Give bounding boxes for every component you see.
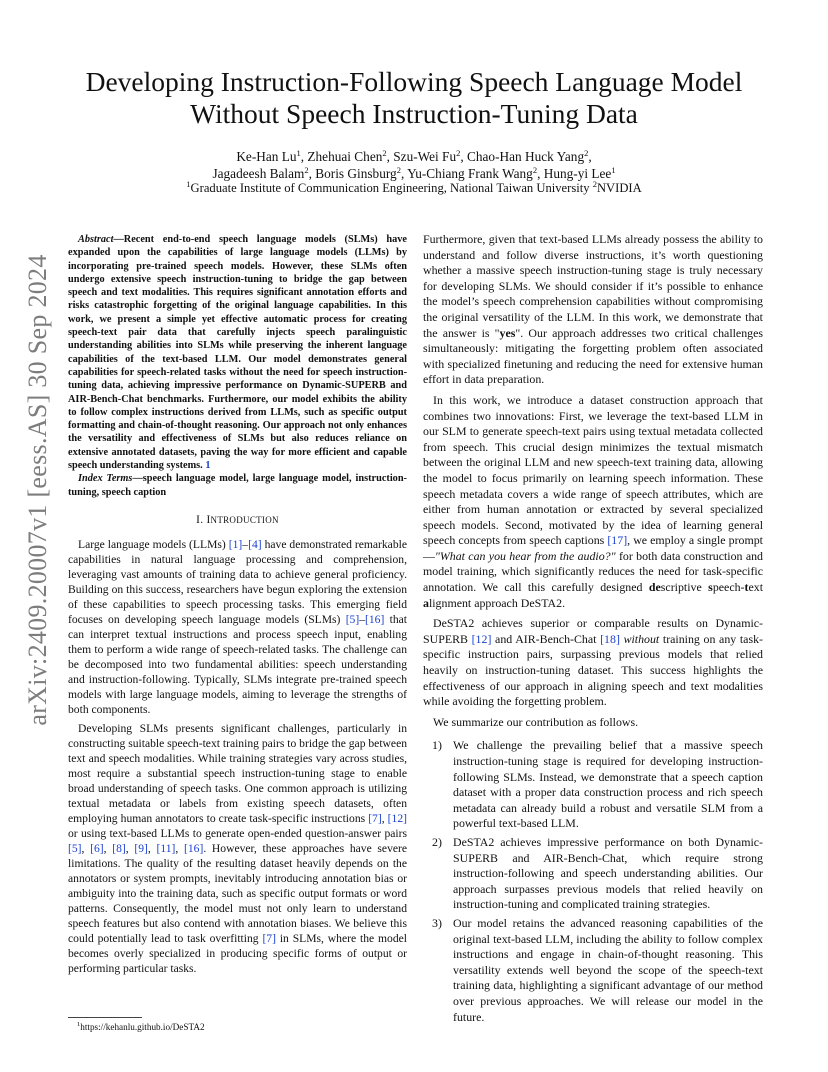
footnote [77, 1022, 205, 1032]
right-column [423, 232, 763, 1028]
affiliations: $^1$Graduate Institute of Communication Engineering, National Taiwan University $^2$NVIDIA [186, 179, 642, 195]
contribution-number: 2) [432, 834, 442, 849]
citation-link[interactable]: [5] [345, 612, 360, 626]
title-line-2: Without Speech Instruction-Tuning Data [190, 98, 638, 129]
index-terms-label: Index Terms [78, 473, 133, 485]
intro-paragraph-2: Developing SLMs presents significant challenges, particularly in constructing suitable speech-text training pairs to bridge the gap between text and speech modalities. While training strategies vary across studies, most require a substantial speech instruction-tuning stage to enable broad understanding of speech tasks. One common approach is utilizing textual metadata or labels from existing speech datasets, often employing human annotators to create task-specific instructions [7], [12] or using text-based LLMs to generate open-ended question-answer pairs [5], [6], [8], [9], [11], [16]. However, these approaches have severe limitations. The quality of the resulting dataset heavily depends on the annotators or system prompts, inevitably introducing annotation bias or ambiguity into the training data, such as specific output formats or word patterns. Consequently, the model must not only learn to understand speech features but also contend with annotation biases. We believe this could potentially lead to task overfitting [7] in SLMs, where the model becomes overly specialized in producing specific forms of output or performing particular tasks. [68, 721, 408, 975]
abstract-footnote-mark[interactable]: 1 [205, 460, 211, 472]
contribution-item [423, 835, 763, 913]
author-affiliation-mark: 2 [532, 165, 538, 175]
bold-text: s [708, 580, 713, 595]
citation-link[interactable]: [1] [228, 537, 243, 551]
footnote-url[interactable]: https://kehanlu.github.io/DeSTA2 [80, 1022, 205, 1032]
citation-link[interactable]: [6] [90, 841, 104, 855]
intro-paragraph-3: Furthermore, given that text-based LLMs already possess the ability to understand and follow diverse instructions, it’s worth questioning whether a massive speech instruction-tuning stage is truly necessary for developing SLMs. We should consider if it’s possible to enhance the model’s speech comprehension capabilities without compromising the original versatility of the LLM. In this work, we demonstrate that the answer is "yes". Our approach addresses two critical challenges simultaneously: mitigating the forgetting problem often associated with specialized finetuning and reducing the need for extensive human effort in data preparation. [423, 232, 763, 387]
author-line-2: Jagadeesh Balam$^2$, Boris Ginsburg$^2$, Yu-Chiang Frank Wang$^2$, Hung-yi Lee$^1$ [212, 165, 616, 181]
author-affiliation-mark: 2 [304, 165, 309, 175]
index-terms: Index Terms—speech language model, large language model, instruction-tuning, speech caption [68, 473, 407, 498]
author-name: Zhehuai Chen [307, 149, 383, 164]
footnote-rule [68, 1017, 142, 1018]
author-name: Ke-Han Lu [236, 149, 297, 164]
footnote-mark: 1 [77, 1021, 81, 1028]
contribution-item [423, 738, 763, 832]
left-column [68, 233, 407, 980]
contribution-number: 1) [432, 738, 442, 753]
author-line-1: Ke-Han Lu$^1$, Zhehuai Chen$^2$, Szu-Wei Fu$^2$, Chao-Han Huck Yang$^2$, [236, 148, 592, 164]
author-affiliation-mark: 2 [456, 148, 461, 158]
author-name: Jagadeesh Balam [212, 166, 305, 181]
title-line-1: Developing Instruction-Following Speech Language Model [85, 66, 743, 97]
section-number: I. [196, 513, 204, 526]
contribution-number: 3) [432, 915, 442, 930]
author-name: Chao-Han Huck Yang [467, 149, 585, 164]
author-affiliation-mark: 1 [611, 165, 616, 175]
citation-link[interactable]: [16] [183, 841, 204, 855]
intro-paragraph-4: In this work, we introduce a dataset construction approach that combines two innovations: First, we leverage the text-based LLM in our SLM to generate speech-text pairs using textual metadata collected from speech. This crucial design minimizes the textual mismatch between the original LLM and new speech-text training data, allowing the model to focus primarily on learning speech information. These speech metadata covers a wide range of speech attributes, which are either from human annotation or extracted by several specialized speech models. Second, motivated by the idea of learning general speech concepts from speech captions [17], we employ a single prompt—"What can you hear from the audio?" for both data construction and model training, which significantly reduces the need for task-specific annotation. We call this carefully designed descriptive speech-text alignment approach DeSTA2. [423, 392, 763, 610]
section-heading [68, 513, 407, 528]
contribution-text: DeSTA2 achieves impressive performance on both Dynamic-SUPERB and AIR-Bench-Chat, which require strong instruction-following and speech understanding abilities. Our approach surpasses previous models that relied heavily on instruction-tuning and complicated training strategies. [453, 834, 763, 912]
citation-link[interactable]: [7] [368, 811, 382, 825]
citation-link[interactable]: [7] [262, 931, 276, 945]
author-affiliation-mark: 2 [584, 148, 589, 158]
author-name: Hung-yi Lee [543, 166, 612, 181]
bold-text: a [423, 595, 429, 610]
arxiv-sidebar-stamp [18, 254, 58, 726]
author-list [80, 148, 748, 182]
affiliation-2: NVIDIA [596, 181, 642, 195]
section-title: INTRODUCTION [206, 513, 279, 526]
paper-title [60, 66, 768, 130]
author-name: Boris Ginsburg [315, 166, 397, 181]
citation-link[interactable]: [16] [365, 612, 385, 626]
citation-link[interactable]: [18] [600, 631, 620, 646]
arxiv-identifier: arXiv:2409.20007v1 [eess.AS] 30 Sep 2024 [23, 254, 52, 726]
contribution-item [423, 916, 763, 1025]
contribution-text: We challenge the prevailing belief that a massive speech instruction-tuning stage is required for developing instruction-following SLMs. Instead, we demonstrate that a speech caption dataset with a proper data construction process and rich speech metadata can already build a robust and versatile SLM from a powerful text-based LLM. [453, 738, 763, 831]
affiliation-1: Graduate Institute of Communication Engineering, National Taiwan University [190, 181, 590, 195]
citation-link[interactable]: [4] [248, 537, 262, 551]
intro-paragraph-6: We summarize our contribution as follows. [433, 714, 639, 729]
intro-paragraph-5: DeSTA2 achieves superior or comparable results on Dynamic-SUPERB [12] and AIR-Bench-Chat [18] without training on any task-specific instruction pairs, surpassing previous models that relied heavily on instruction-tuning dataset. This success highlights the effectiveness of our approach in aligning speech and text modalities while avoiding the forgetting problem. [423, 616, 763, 709]
author-name: Yu-Chiang Frank Wang [407, 166, 533, 181]
citation-link[interactable]: [12] [387, 811, 407, 825]
author-affiliation-mark: 2 [382, 148, 387, 158]
italic-text: without [623, 631, 660, 646]
citation-link[interactable]: [12] [471, 631, 492, 646]
citation-link[interactable]: [11] [156, 841, 176, 855]
citation-link[interactable]: [5] [68, 841, 82, 855]
abstract: Abstract—Recent end-to-end speech language models (SLMs) have expanded upon the capabilities of large language models (LLMs) by incorporating pre-trained speech models. However, these SLMs often undergo extensive speech instruction-tuning to bridge the gap between speech and text modalities. This requires significant annotation efforts and risks catastrophic forgetting of the original language capabilities. In this work, we present a simple yet effective automatic process for creating speech-text pair data that carefully injects speech paralinguistic understanding abilities into SLMs while preserving the inherent language capabilities of the text-based LLM. Our model demonstrates general capabilities for speech-related tasks without the need for speech instruction-tuning data, achieving impressive performance on Dynamic-SUPERB and AIR-Bench-Chat benchmarks. Furthermore, our model exhibits the ability to follow complex instructions derived from LLMs, such as specific output formatting and chain-of-thought reasoning. Our approach not only enhances the versatility and effectiveness of SLMs but also reduces reliance on extensive annotated datasets, paving the way for more efficient and capable speech understanding systems. 1 [68, 234, 407, 472]
bold-text: de [648, 580, 661, 595]
author-name: Szu-Wei Fu [393, 149, 457, 164]
index-terms-text: speech language model, large language model, instruction-tuning, speech caption [68, 473, 407, 498]
citation-link[interactable]: [8] [112, 841, 126, 855]
intro-paragraph-1: Large language models (LLMs) [1]–[4] have demonstrated remarkable capabilities in natural language processing and comprehension, leveraging vast amounts of training data to achieve general proficiency. Building on this success, researchers have begun exploring the extension of these capabilities to speech processing tasks. This emerging field focuses on developing speech language models (SLMs) [5]–[16] that can interpret textual instructions and process speech input, enabling them to perform a wide range of speech-related tasks. The challenge can be decomposed into two fundamental abilities: speech understanding and instruction-following. Typically, SLMs integrate pre-trained speech models with large language models, aiming to leverage the strengths of both components. [68, 537, 407, 716]
citation-link[interactable]: [9] [134, 841, 148, 855]
abstract-label: Abstract [78, 234, 114, 245]
bold-text: t [744, 580, 749, 595]
italic-text: "What can you hear from the audio?" [434, 548, 616, 563]
citation-link[interactable]: [17] [607, 533, 628, 548]
contribution-list [423, 738, 763, 1025]
contribution-text: Our model retains the advanced reasoning capabilities of the original text-based LLM, including the ability to follow complex instructions and engage in chain-of-thought reasoning. This versatility extends well beyond the scope of the speech-text training data, highlighting a significant advantage of our method over previous approaches. We will release our model in the future. [453, 915, 763, 1024]
bold-text: yes [499, 325, 516, 340]
author-affiliation-mark: 2 [396, 165, 401, 175]
abstract-text: Recent end-to-end speech language models (SLMs) have expanded upon the capabilities of large language models (LLMs) by incorporating pre-trained speech models. However, these SLMs often undergo extensive speech instruction-tuning to bridge the gap between speech and text modalities. This requires significant annotation efforts and risks catastrophic forgetting of the original language capabilities. In this work, we present a simple yet effective automatic process for creating speech-text pair data that carefully injects speech paralinguistic understanding abilities into SLMs while preserving the inherent language capabilities of the text-based LLM. Our model demonstrates general capabilities for speech-related tasks without the need for speech instruction-tuning data, achieving impressive performance on Dynamic-SUPERB and AIR-Bench-Chat benchmarks. Furthermore, our model exhibits the ability to follow complex instructions derived from LLMs, such as specific output formatting and chain-of-thought reasoning. Our approach not only enhances the versatility and effectiveness of SLMs but also reduces reliance on extensive annotated datasets, paving the way for more efficient and capable speech understanding systems. [68, 234, 407, 472]
author-affiliation-mark: 1 [296, 148, 301, 158]
